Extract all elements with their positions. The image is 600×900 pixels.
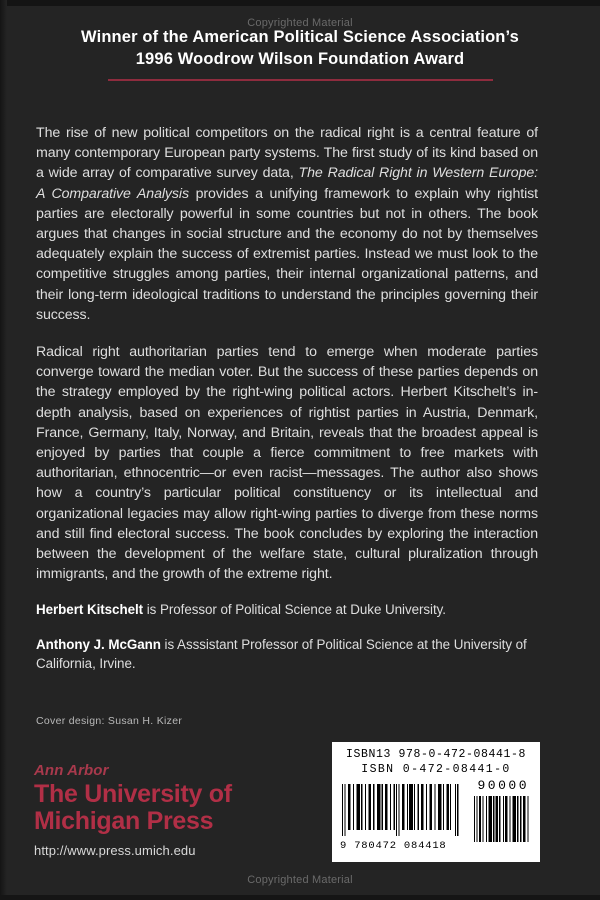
award-line-1: Winner of the American Political Science Association’s (81, 28, 519, 46)
cover-design-credit: Cover design: Susan H. Kizer (36, 715, 183, 727)
author-bio-text-2: is Asssistant Professor of Political Science at the University of California, Irvine. (36, 637, 527, 671)
ean13-human-readable-digits: 9 780472 084418 (340, 840, 447, 852)
blurb-paragraph-2: Radical right authoritarian parties tend to emerge when moderate parties converge toward the median voter. But the success of these parties depends on the strategy employed by the right-wing political actors. Herbert Kitschelt’s in-depth analysis, based on experiences of rightist parties in Austria, Denmark, France, Germany, Italy, Norway, and Britain, reveals that the broadest appeal is enjoyed by parties that couple a fierce commitment to free markets with authoritarian, ethnocentric—or even racist—messages. The author also shows how a country’s particular political constituency or its intellectual and organizational legacies may allow right-wing parties to diverge from these norms and still find electoral success. The book concludes by exploring the interaction between the development of the welfare state, cultural pluralization through immigrants, and the growth of the extreme right. (36, 344, 538, 583)
isbn10-label: ISBN (361, 763, 395, 776)
author-bio-text-1: is Professor of Political Science at Duke University. (143, 602, 446, 617)
isbn10-value: 0-472-08441-0 (402, 763, 511, 776)
publisher-name (34, 781, 314, 835)
cover-spine-edge (0, 0, 7, 900)
blurb-paragraph-1 (36, 123, 538, 325)
publisher-city: Ann Arbor (34, 762, 109, 779)
award-line-2: 1996 Woodrow Wilson Foundation Award (135, 50, 465, 68)
description-text (36, 123, 538, 584)
isbn10-line (340, 763, 532, 776)
isbn13-line (340, 748, 532, 761)
award-divider-rule (108, 79, 493, 81)
addon-price-digits: 90000 (477, 778, 529, 793)
publisher-url[interactable]: http://www.press.umich.edu (34, 843, 196, 858)
isbn13-value: 978-0-472-08441-8 (398, 748, 527, 761)
author-name-2: Anthony J. McGann (36, 637, 161, 652)
author-name-1: Herbert Kitschelt (36, 602, 144, 617)
author-bio-1 (36, 600, 538, 619)
ean13-barcode-icon (342, 784, 460, 836)
book-title-italic: The Radical Right in Western Europe: A Comparative Analysis (36, 165, 538, 202)
watermark-bottom: Copyrighted Material (247, 874, 353, 886)
author-bios (36, 600, 538, 689)
barcode-graphics-row (340, 778, 532, 850)
cover-bottom-edge (0, 895, 600, 900)
publisher-name-line-1: The University of (34, 780, 232, 808)
blurb-p1-part-b: provides a unifying framework to explain why rightist parties are electorally powerful in some countries but not in others. The book argues that changes in social structure and the economy do not by themselves adequately explain the success of extremist parties. Instead we must look to the competitive struggles among parties, their internal organizational patterns, and their long-term ideological traditions to understand the principles governing their success. (36, 185, 538, 323)
award-banner (36, 26, 564, 81)
author-bio-2 (36, 635, 538, 673)
watermark-top: Copyrighted Material (247, 17, 353, 29)
publisher-block (34, 762, 314, 858)
cover-top-edge (0, 0, 600, 6)
ean5-addon-barcode-icon (474, 796, 530, 842)
blurb-p1-part-a: The rise of new political competitors on the radical right is a central feature of many contemporary European party systems. The first study of its kind based on a wide array of comparative survey data, (36, 125, 538, 182)
barcode-panel (332, 742, 540, 862)
publisher-name-line-2: Michigan Press (34, 807, 214, 835)
isbn13-label: ISBN13 (345, 748, 391, 761)
